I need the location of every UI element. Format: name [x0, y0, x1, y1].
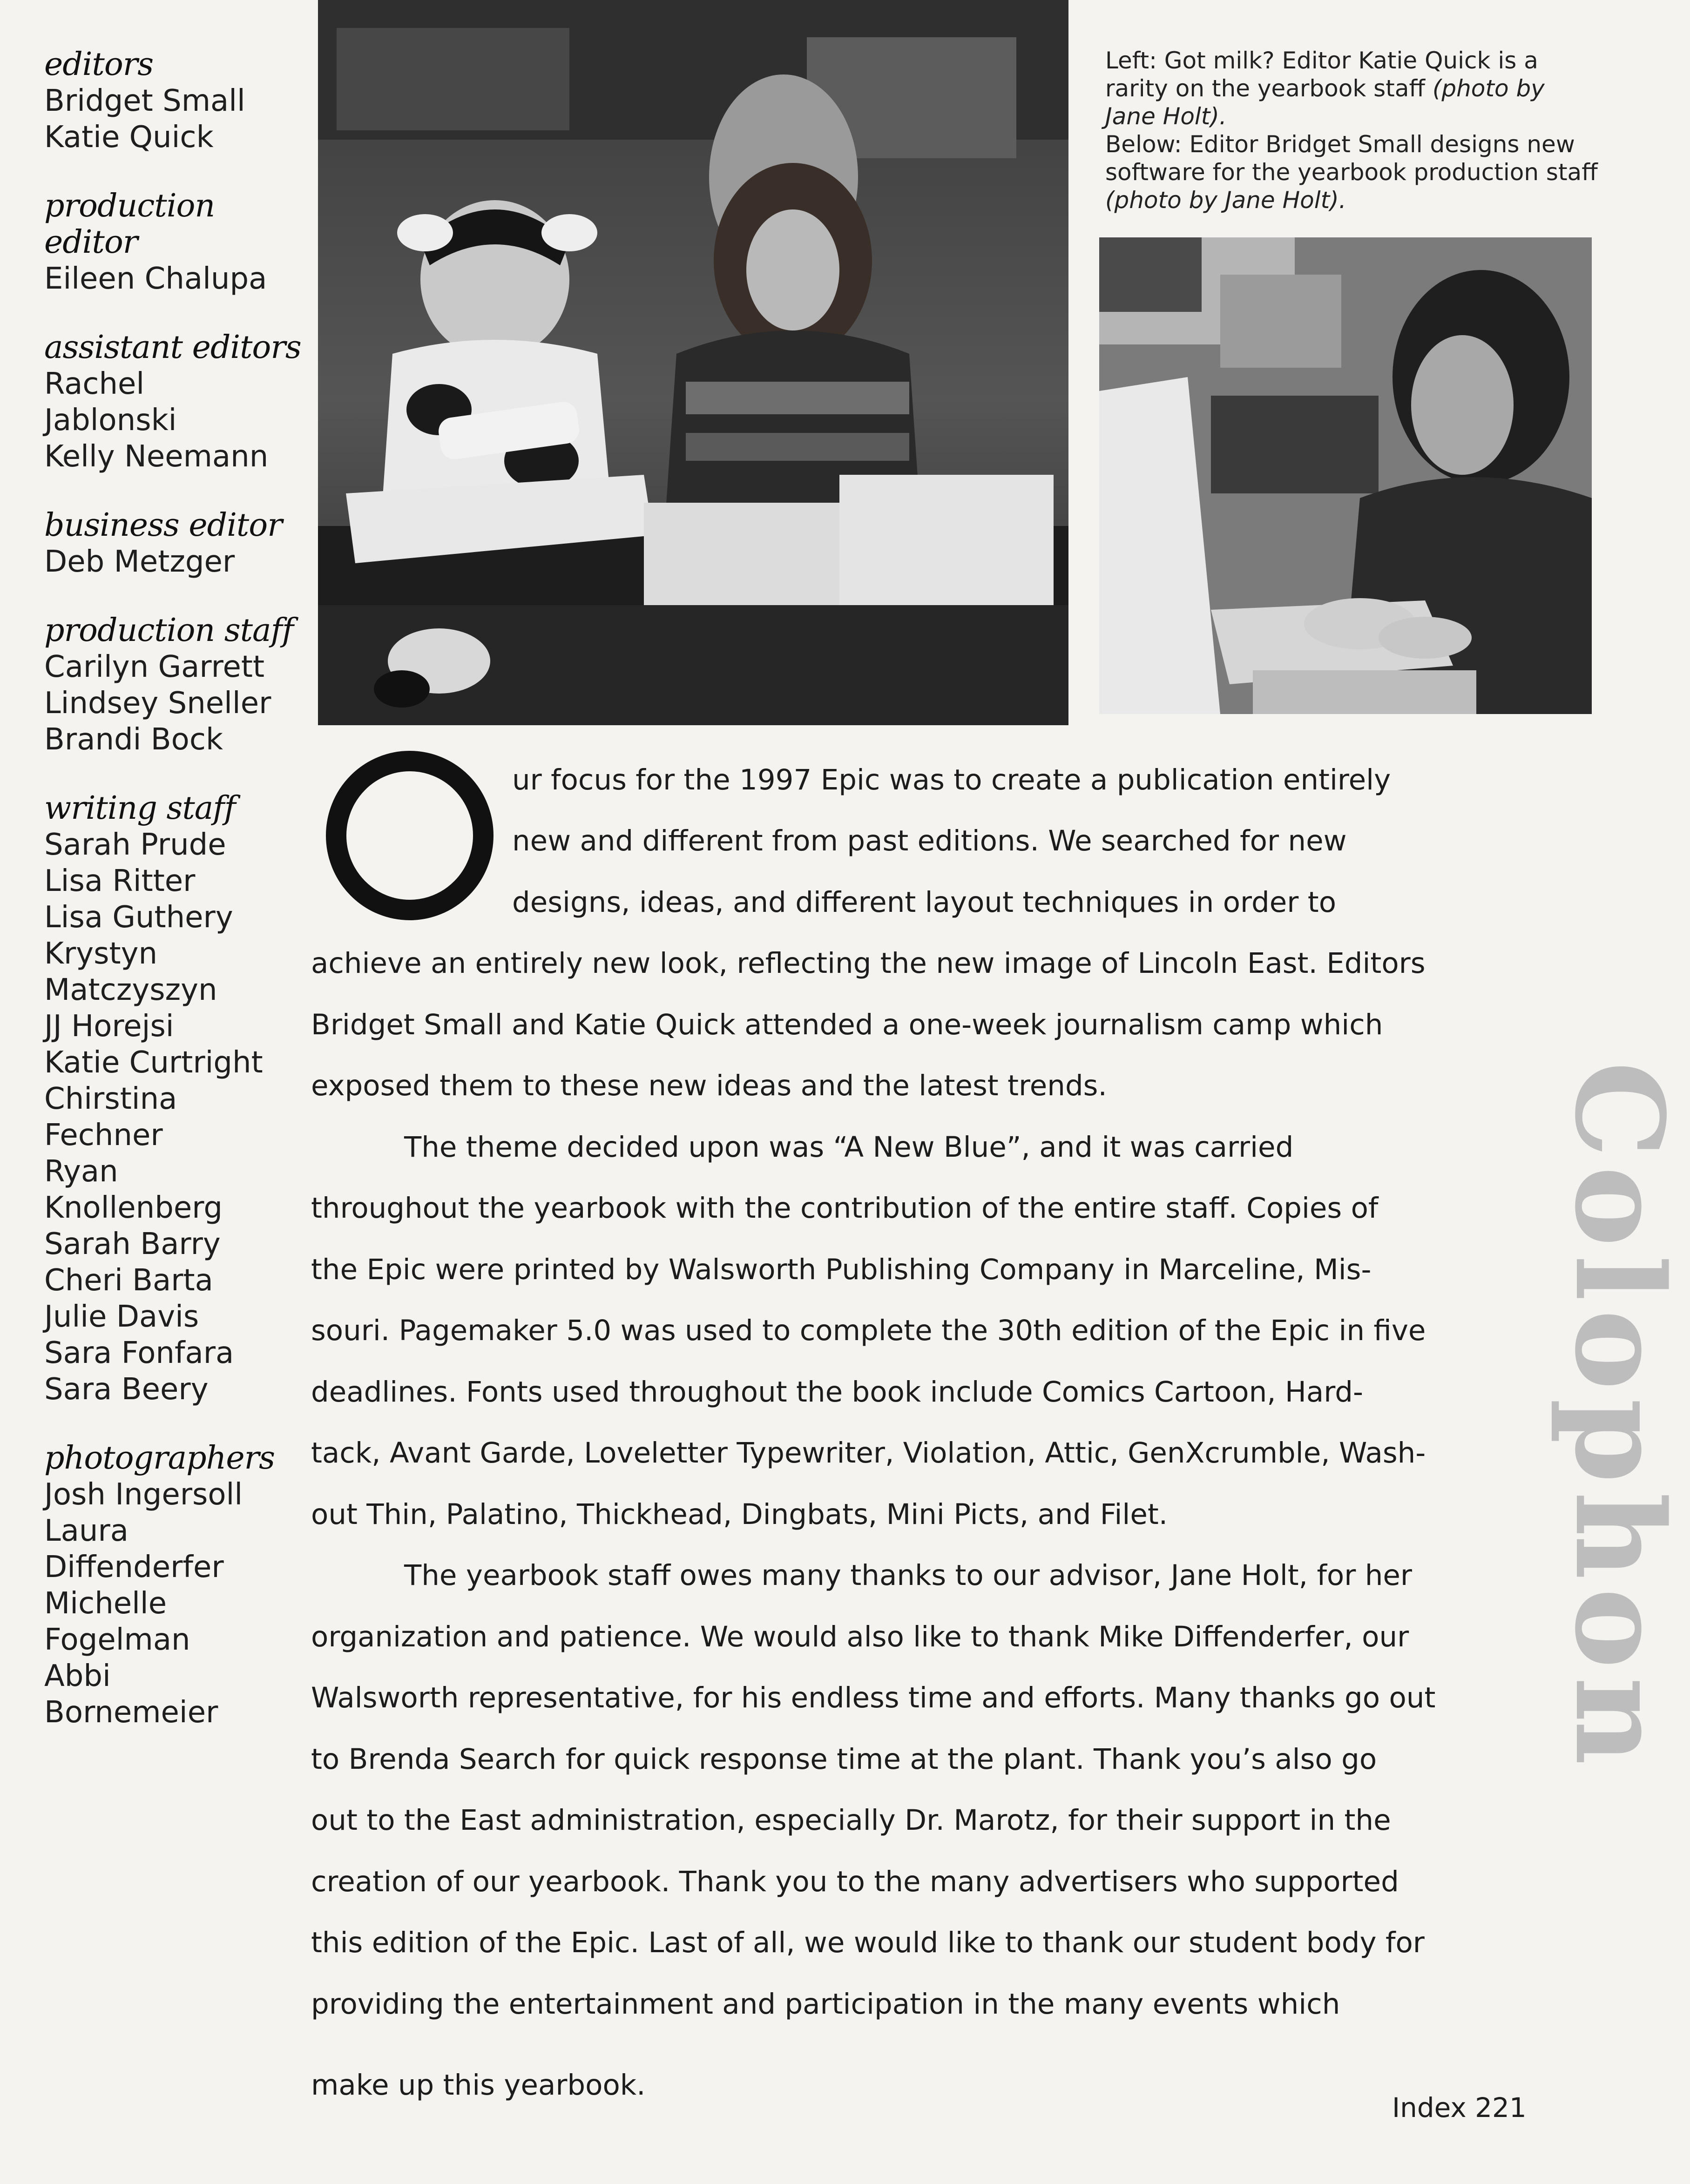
- drop-cap: [321, 752, 498, 919]
- body-line: creation of our yearbook. Thank you to the many advertisers who supported: [311, 1865, 1399, 1898]
- staff-names: [44, 827, 305, 1408]
- photo-editor-typing-image: [1099, 237, 1592, 714]
- staff-name: Rachel: [44, 367, 145, 401]
- photo-editors-at-desk: [318, 0, 1068, 725]
- staff-role: editors: [44, 46, 154, 83]
- photo-editor-typing: [1099, 237, 1592, 714]
- staff-names: [44, 1476, 305, 1731]
- staff-name: Knollenberg: [44, 1191, 223, 1225]
- staff-name: Ryan: [44, 1154, 118, 1189]
- staff-section-production-staff: [44, 613, 305, 758]
- staff-name: Fogelman: [44, 1623, 190, 1657]
- body-line: Bridget Small and Katie Quick attended a one-week journalism camp which: [311, 1008, 1383, 1041]
- staff-name: Kelly Neemann: [44, 439, 269, 474]
- staff-role: business editor: [44, 507, 282, 544]
- body-line: to Brenda Search for quick response time at the plant. Thank you’s also go: [311, 1743, 1377, 1776]
- body-line: Walsworth representative, for his endless time and efforts. Many thanks go out: [311, 1681, 1436, 1714]
- caption-below-text: Below: Editor Bridget Small designs new software for the yearbook production staff: [1105, 131, 1598, 186]
- staff-name: Carilyn Garrett: [44, 650, 265, 684]
- staff-name: Jablonski: [44, 403, 177, 438]
- staff-name: Matczyszyn: [44, 973, 217, 1007]
- body-line: The yearbook staff owes many thanks to our advisor, Jane Holt, for her: [404, 1559, 1412, 1592]
- staff-name: Josh Ingersoll: [44, 1477, 243, 1512]
- staff-names: [44, 83, 305, 155]
- staff-name: Katie Quick: [44, 120, 214, 155]
- staff-section-writing-staff: [44, 790, 305, 1408]
- staff-name: Sarah Barry: [44, 1227, 221, 1261]
- staff-name: Krystyn: [44, 937, 158, 971]
- caption-left: [1105, 47, 1599, 130]
- staff-name: Sara Fonfara: [44, 1336, 234, 1370]
- staff-name: Michelle: [44, 1586, 167, 1621]
- caption-left-text: Left: Got milk? Editor Katie Quick is a rarity on the yearbook staff: [1105, 47, 1538, 102]
- staff-name: Bridget Small: [44, 84, 245, 118]
- section-title-text: Colophon: [1548, 1061, 1690, 1773]
- body-line: exposed them to these new ideas and the latest trends.: [311, 1069, 1107, 1102]
- body-line: new and different from past editions. We searched for new: [512, 824, 1347, 857]
- body-line: out Thin, Palatino, Thickhead, Dingbats, Mini Picts, and Filet.: [311, 1498, 1168, 1531]
- staff-section-assistant-editors: [44, 330, 305, 475]
- staff-role: production staff: [44, 612, 293, 649]
- body-line: this edition of the Epic. Last of all, we would like to thank our student body for: [311, 1926, 1425, 1959]
- body-line: providing the entertainment and participation in the many events which: [311, 1988, 1340, 2021]
- staff-name: Julie Davis: [44, 1300, 199, 1334]
- staff-names: [44, 366, 305, 475]
- staff-name: Sarah Prude: [44, 828, 226, 862]
- staff-section-editors: [44, 47, 305, 155]
- body-line: tack, Avant Garde, Loveletter Typewriter, Violation, Attic, GenXcrumble, Wash-: [311, 1436, 1426, 1469]
- staff-section-business-editor: [44, 507, 305, 580]
- staff-name: Lisa Ritter: [44, 864, 196, 898]
- staff-name: Chirstina: [44, 1082, 177, 1116]
- page-folio: Index 221: [1392, 2092, 1527, 2123]
- caption-left-credit: (photo by Jane Holt).: [1105, 75, 1545, 130]
- staff-names: [44, 544, 305, 580]
- staff-name: Cheri Barta: [44, 1263, 213, 1298]
- body-line: make up this yearbook.: [311, 2069, 646, 2102]
- body-line: deadlines. Fonts used throughout the book include Comics Cartoon, Hard-: [311, 1375, 1364, 1409]
- staff-section-photographers: [44, 1440, 305, 1731]
- staff-name: Sara Beery: [44, 1372, 209, 1407]
- staff-role: writing staff: [44, 790, 236, 827]
- body-line: ur focus for the 1997 Epic was to create a publication entirely: [512, 763, 1391, 796]
- body-line: out to the East administration, especially Dr. Marotz, for their support in the: [311, 1804, 1391, 1837]
- staff-name: Eileen Chalupa: [44, 262, 267, 296]
- photo-editors-at-desk-image: [318, 0, 1068, 725]
- body-line: the Epic were printed by Walsworth Publishing Company in Marceline, Mis-: [311, 1253, 1372, 1286]
- staff-name: Lindsey Sneller: [44, 686, 271, 721]
- staff-name: Bornemeier: [44, 1695, 218, 1730]
- body-line: throughout the yearbook with the contribution of the entire staff. Copies of: [311, 1192, 1379, 1225]
- staff-names: [44, 261, 305, 297]
- photo-caption: [1105, 47, 1599, 214]
- staff-name: Brandi Bock: [44, 722, 223, 757]
- staff-name: Katie Curtright: [44, 1045, 263, 1080]
- body-line: organization and patience. We would also like to thank Mike Diffenderfer, our: [311, 1620, 1409, 1653]
- staff-role: production editor: [44, 188, 215, 261]
- caption-below-credit: (photo by Jane Holt).: [1105, 187, 1346, 214]
- staff-name: Fechner: [44, 1118, 163, 1153]
- staff-name: Laura: [44, 1514, 128, 1548]
- caption-below: [1105, 130, 1599, 214]
- body-line: achieve an entirely new look, reflecting the new image of Lincoln East. Editors: [311, 947, 1426, 980]
- staff-list: [44, 47, 305, 1763]
- staff-name: Lisa Guthery: [44, 900, 233, 935]
- staff-name: Diffenderfer: [44, 1550, 224, 1584]
- body-line: souri. Pagemaker 5.0 was used to complete the 30th edition of the Epic in five: [311, 1314, 1426, 1347]
- staff-name: JJ Horejsi: [44, 1009, 174, 1044]
- staff-section-production-editor: [44, 188, 305, 297]
- staff-role: assistant editors: [44, 329, 301, 366]
- body-line: designs, ideas, and different layout techniques in order to: [512, 886, 1337, 919]
- staff-name: Abbi: [44, 1659, 111, 1693]
- staff-name: Deb Metzger: [44, 545, 235, 579]
- body-line: The theme decided upon was “A New Blue”, and it was carried: [404, 1131, 1294, 1164]
- staff-role: photographers: [44, 1440, 275, 1476]
- staff-names: [44, 649, 305, 758]
